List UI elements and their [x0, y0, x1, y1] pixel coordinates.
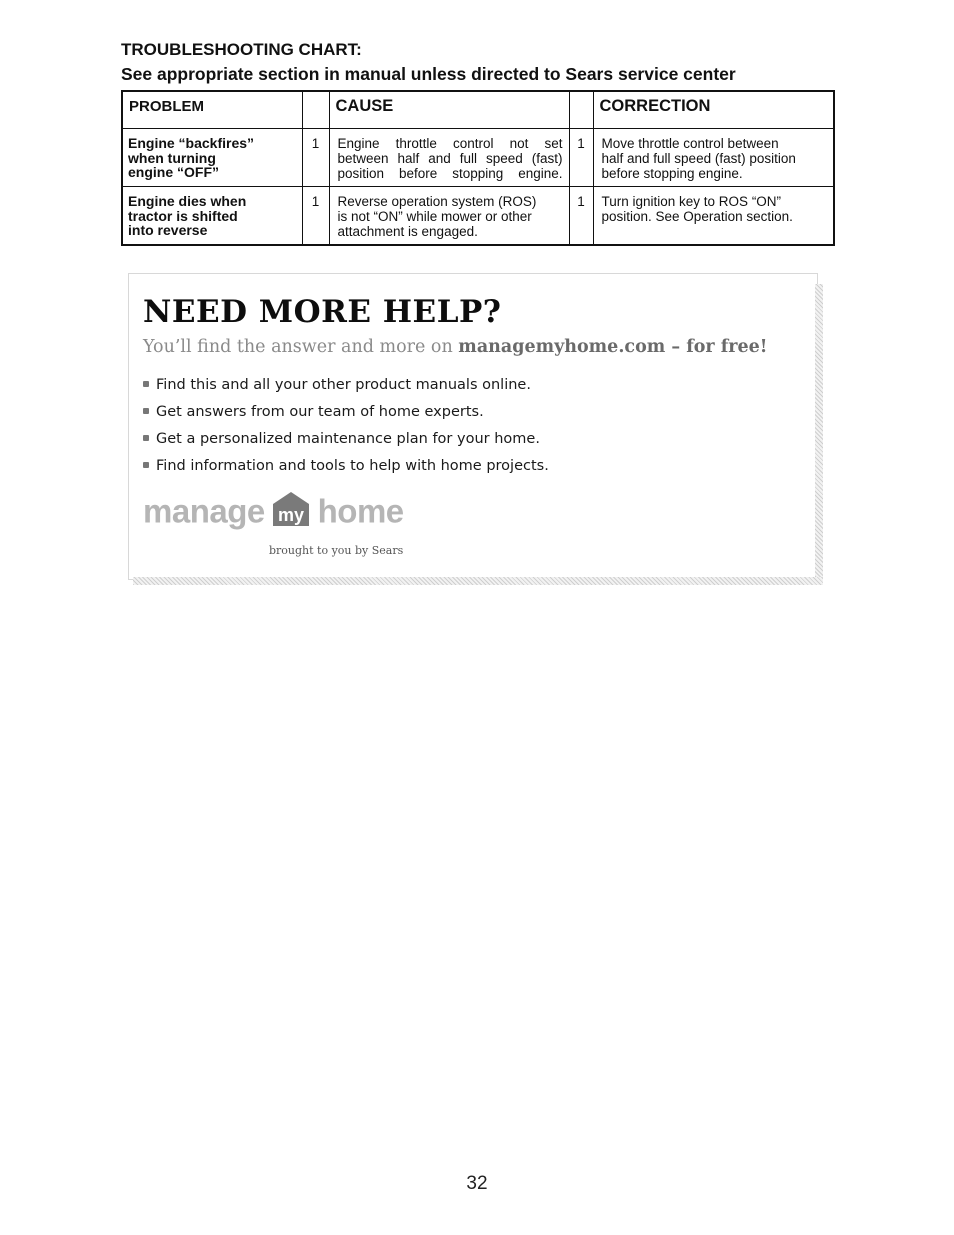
header-spacer: [302, 91, 329, 129]
cause-line: Engine throttle control not set: [337, 136, 563, 151]
list-item-text: Get a personalized maintenance plan for your home.: [156, 431, 540, 447]
cause-line: is not “ON” while mower or other: [337, 209, 532, 224]
tagline-text: You’ll find the answer and more on: [143, 337, 459, 357]
box-shadow-right: [815, 284, 823, 585]
troubleshooting-table: [121, 90, 835, 246]
cause-cell: [329, 187, 569, 246]
help-tagline: [143, 337, 767, 357]
tagline-link[interactable]: managemyhome.com – for free!: [458, 337, 768, 357]
bullet-icon: [143, 381, 149, 387]
need-more-help-box: [128, 273, 818, 580]
table-header-row: [122, 91, 834, 129]
help-list: [143, 374, 549, 482]
cause-line: between half and full speed (fast): [337, 151, 563, 166]
correction-number: 1: [569, 187, 593, 246]
correction-line: before stopping engine.: [601, 166, 743, 181]
problem-line: tractor is shifted: [128, 207, 238, 224]
cause-line: Reverse operation system (ROS): [337, 194, 537, 209]
box-shadow-bottom: [133, 577, 823, 585]
list-item: [143, 401, 549, 428]
help-title: NEED MORE HELP?: [143, 294, 502, 330]
page-number: 32: [466, 1173, 488, 1194]
bullet-icon: [143, 408, 149, 414]
correction-cell: [593, 129, 834, 187]
header-problem: PROBLEM: [122, 91, 302, 129]
correction-number: 1: [569, 129, 593, 187]
problem-line: into reverse: [128, 222, 208, 238]
header-spacer: [569, 91, 593, 129]
logo-caption: brought to you by Sears: [269, 544, 404, 557]
correction-cell: [593, 187, 834, 246]
correction-line: position. See Operation section.: [601, 209, 793, 224]
list-item-text: Get answers from our team of home experts.: [156, 404, 484, 420]
cause-cell: [329, 129, 569, 187]
correction-line: half and full speed (fast) position: [601, 151, 796, 166]
chart-title: TROUBLESHOOTING CHART:: [121, 40, 362, 59]
problem-line: engine “OFF”: [128, 164, 219, 180]
chart-subtitle: See appropriate section in manual unless directed to Sears service center: [121, 64, 736, 84]
problem-cell: [122, 129, 302, 187]
list-item: [143, 428, 549, 455]
problem-line: Engine dies when: [128, 193, 247, 209]
managemyhome-logo: [143, 490, 404, 530]
header-cause: CAUSE: [329, 91, 569, 129]
logo-word-manage: manage: [143, 492, 265, 530]
problem-line: Engine “backfires”: [128, 135, 255, 151]
list-item: [143, 374, 549, 401]
list-item-text: Find this and all your other product manuals online.: [156, 377, 531, 393]
logo-word-home: home: [317, 492, 404, 530]
cause-line: attachment is engaged.: [337, 224, 478, 239]
list-item: [143, 455, 549, 482]
list-item-text: Find information and tools to help with home projects.: [156, 458, 549, 474]
bullet-icon: [143, 462, 149, 468]
cause-number: 1: [302, 187, 329, 246]
house-icon: [271, 490, 311, 533]
cause-number: 1: [302, 129, 329, 187]
bullet-icon: [143, 435, 149, 441]
cause-line: position before stopping engine.: [337, 166, 563, 181]
table-row: [122, 129, 834, 187]
problem-cell: [122, 187, 302, 246]
correction-line: Move throttle control between: [601, 136, 779, 151]
table-row: [122, 187, 834, 246]
logo-word-my: my: [278, 505, 305, 525]
problem-line: when turning: [128, 149, 216, 166]
header-correction: CORRECTION: [593, 91, 834, 129]
correction-line: Turn ignition key to ROS “ON”: [601, 194, 782, 209]
